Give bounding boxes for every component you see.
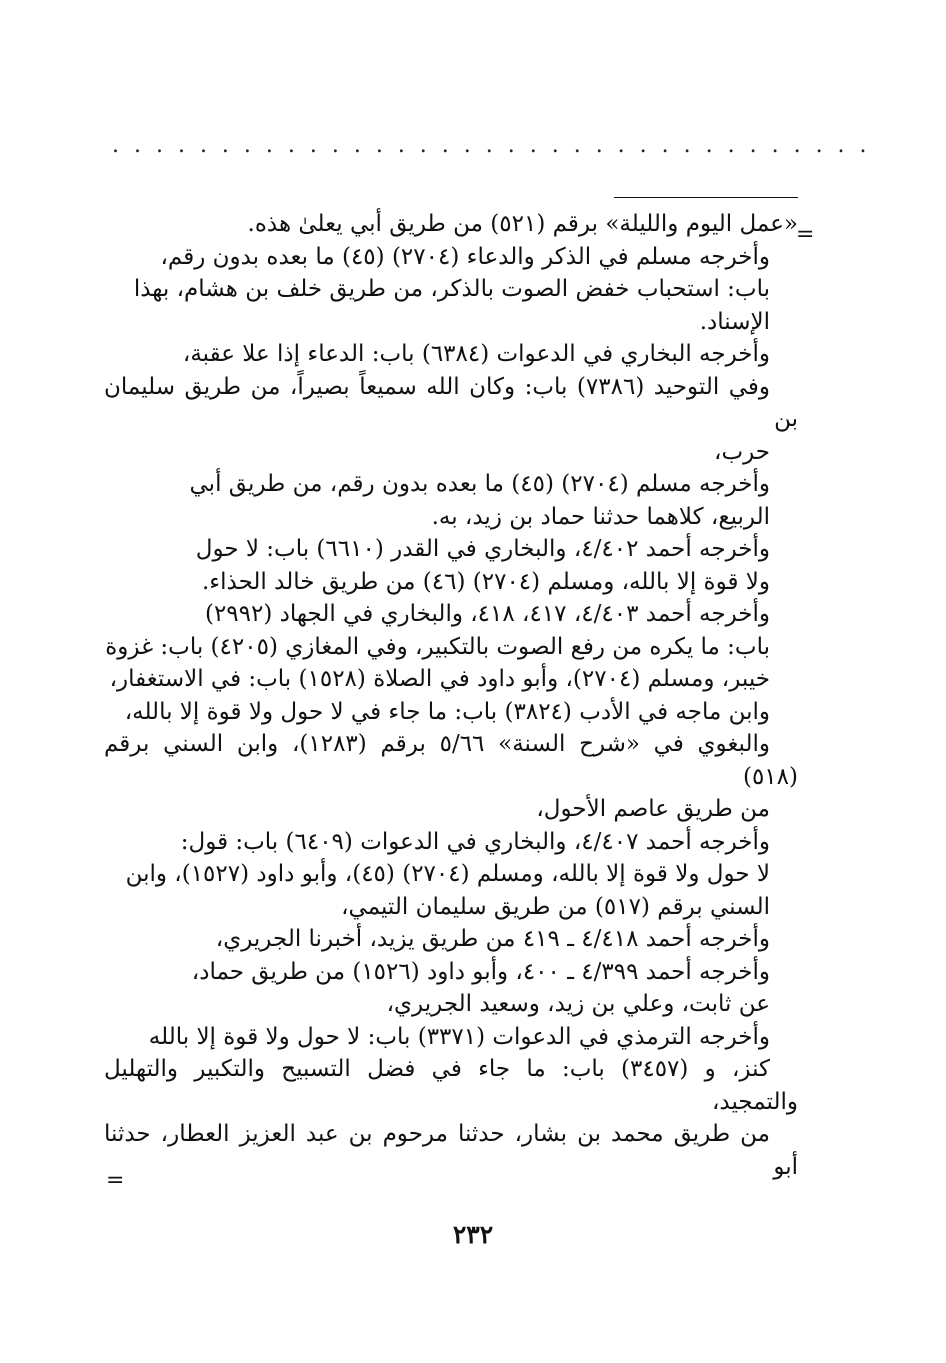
text-line: وفي التوحيد (٧٣٨٦) باب: وكان الله سميعاً بصيراً، من طريق سليمان بن xyxy=(104,373,798,432)
text-line: والبغوي في «شرح السنة» ٥/٦٦ برقم (١٢٨٣)، وابن السني برقم (٥١٨) xyxy=(104,731,798,790)
continuation-mark-end: = xyxy=(106,1168,125,1193)
text-line: الربيع، كلاهما حدثنا حماد بن زيد، به. xyxy=(431,503,770,530)
footnotes-block xyxy=(104,208,798,1183)
text-line: خيبر، ومسلم (٢٧٠٤)، وأبو داود في الصلاة (١٥٢٨) باب: في الاستغفار، xyxy=(109,666,770,692)
text-line: عن ثابت، وعلي بن زيد، وسعيد الجريري، xyxy=(386,991,770,1017)
text-line: وأخرجه أحمد ٤/٤٠٢، والبخاري في القدر (٦٦١٠) باب: لا حول xyxy=(195,536,770,562)
footnote-paragraph xyxy=(104,826,798,924)
footnote-paragraph xyxy=(104,208,798,241)
footnote-paragraph xyxy=(104,1021,798,1184)
footnote-paragraph xyxy=(104,923,798,956)
footnote-paragraph xyxy=(104,241,798,339)
text-line: كنز، و (٣٤٥٧) باب: ما جاء في فضل التسبيح والتكبير والتهليل والتمجيد، xyxy=(104,1056,798,1115)
separator-dots: . . . . . . . . . . . . . . . . . . . . . . . . . . . . . . . . . . . xyxy=(112,133,871,158)
text-line: لا حول ولا قوة إلا بالله، ومسلم (٢٧٠٤) (٤٥)، وأبو داود (١٥٢٧)، وابن xyxy=(125,861,770,887)
footnote-paragraph xyxy=(104,956,798,1021)
text-line: الإسناد. xyxy=(699,308,770,335)
text-line: وأخرجه أحمد ٤/٤٠٣، ٤١٧، ٤١٨، والبخاري في الجهاد (٢٩٩٢) xyxy=(204,601,770,627)
text-line: وأخرجه مسلم في الذكر والدعاء (٢٧٠٤) (٤٥) ما بعده بدون رقم، xyxy=(160,243,770,270)
text-line: من طريق محمد بن بشار، حدثنا مرحوم بن عبد العزيز العطار، حدثنا أبو xyxy=(104,1121,798,1180)
footnote-paragraph xyxy=(104,338,798,468)
text-line: باب: استحباب خفض الصوت بالذكر، من طريق خلف بن هشام، بهذا xyxy=(133,276,770,302)
text-line: وابن ماجه في الأدب (٣٨٢٤) باب: ما جاء في لا حول ولا قوة إلا بالله، xyxy=(124,698,770,725)
text-line: وأخرجه مسلم (٢٧٠٤) (٤٥) ما بعده بدون رقم، من طريق أبي xyxy=(189,471,770,497)
text-line: ولا قوة إلا بالله، ومسلم (٢٧٠٤) (٤٦) من طريق خالد الحذاء. xyxy=(201,568,770,595)
footnote-paragraph xyxy=(104,468,798,533)
text-line: وأخرجه الترمذي في الدعوات (٣٣٧١) باب: لا حول ولا قوة إلا بالله xyxy=(148,1023,770,1050)
text-line: السني برقم (٥١٧) من طريق سليمان التيمي، xyxy=(341,893,770,920)
text-line: باب: ما يكره من رفع الصوت بالتكبير، وفي المغازي (٤٢٠٥) باب: غزوة xyxy=(105,633,770,660)
text-line: وأخرجه أحمد ٤/٣٩٩ ـ ٤٠٠، وأبو داود (١٥٢٦) من طريق حماد، xyxy=(191,958,770,985)
continuation-mark-start: = xyxy=(796,222,815,247)
text-line: وأخرجه البخاري في الدعوات (٦٣٨٤) باب: الدعاء إذا علا عقبة، xyxy=(182,341,770,367)
text-line: وأخرجه أحمد ٤/٤١٨ ـ ٤١٩ من طريق يزيد، أخبرنا الجريري، xyxy=(215,926,770,952)
text-line: من طريق عاصم الأحول، xyxy=(536,796,770,822)
footnote-paragraph xyxy=(104,598,798,826)
footnote-rule xyxy=(614,197,798,198)
footnote-paragraph xyxy=(104,533,798,598)
text-line: «عمل اليوم والليلة» برقم (٥٢١) من طريق أبي يعلىٰ هذه. xyxy=(247,211,798,237)
text-line: وأخرجه أحمد ٤/٤٠٧، والبخاري في الدعوات (٦٤٠٩) باب: قول: xyxy=(180,828,770,855)
page-number: ٢٣٢ xyxy=(452,1220,494,1249)
text-line: حرب، xyxy=(714,438,770,465)
